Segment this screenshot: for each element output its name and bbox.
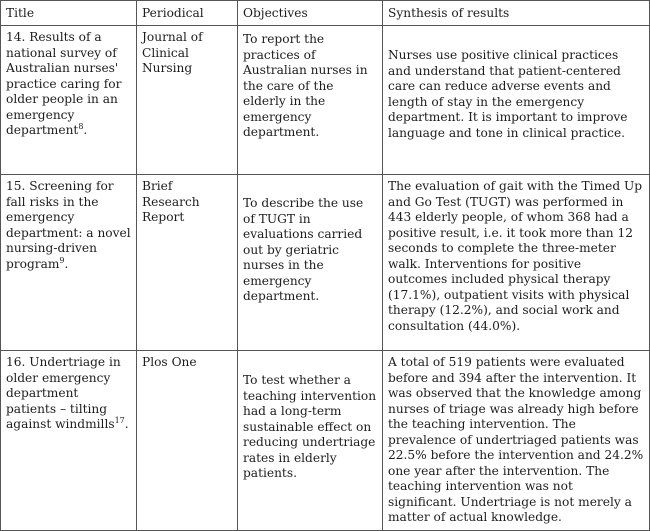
header-periodical: Periodical (137, 1, 238, 26)
table-row (1, 351, 650, 531)
cell-title: 15. Screening for fall risks in the emergency department: a novel nursing-driven program$^9$. (1, 175, 137, 351)
reference-number: 17 (114, 415, 125, 425)
cell-synthesis: The evaluation of gait with the Timed Up and Go Test (TUGT) was performed in 443 elderly people, of whom 368 had a positive result, i.e. it took more than 12 seconds to complete the three-meter walk. Interventions for positive outcomes included physical therapy (17.1%), outpatient visits with physical therapy (12.2%), and social work and consultation (44.0%). (383, 175, 650, 351)
cell-title: 14. Results of a national survey of Australian nurses' practice caring for older people in an emergency department$^8$. (1, 26, 137, 175)
header-title: Title (1, 1, 137, 26)
cell-objectives: To report the practices of Australian nurses in the care of the elderly in the emergency department. (238, 26, 383, 175)
title-text: 16. Undertriage in older emergency department patients – tilting against windmills (6, 355, 121, 431)
header-row (1, 1, 650, 26)
table-row (1, 175, 650, 351)
cell-synthesis: A total of 519 patients were evaluated before and 394 after the intervention. It was observed that the knowledge among nurses of triage was already high before the teaching intervention. The prevalence of undertriaged patients was 22.5% before the intervention and 24.2% one year after the intervention. The teaching intervention was not significant. Undertriage is not merely a matter of actual knowledge. (383, 351, 650, 531)
reference-number: 8 (78, 121, 84, 131)
cell-title: 16. Undertriage in older emergency department patients – tilting against windmills$^{17}$. (1, 351, 137, 531)
cell-periodical: Brief Research Report (137, 175, 238, 351)
cell-periodical: Journal of Clinical Nursing (137, 26, 238, 175)
cell-objectives: To describe the use of TUGT in evaluations carried out by geriatric nurses in the emergency department. (238, 175, 383, 351)
header-objectives: Objectives (238, 1, 383, 26)
reference-number: 9 (59, 255, 65, 265)
cell-periodical: Plos One (137, 351, 238, 531)
title-text: 15. Screening for fall risks in the emergency department: a novel nursing-driven program (6, 179, 131, 271)
cell-objectives: To test whether a teaching intervention had a long-term sustainable effect on reducing undertriage rates in elderly patients. (238, 351, 383, 531)
cell-synthesis: Nurses use positive clinical practices and understand that patient-centered care can reduce adverse events and length of stay in the emergency department. It is important to improve language and tone in clinical practice. (383, 26, 650, 175)
title-text: 14. Results of a national survey of Australian nurses' practice caring for older people in an emergency department (6, 30, 122, 137)
header-synthesis: Synthesis of results (383, 1, 650, 26)
table-row (1, 26, 650, 175)
